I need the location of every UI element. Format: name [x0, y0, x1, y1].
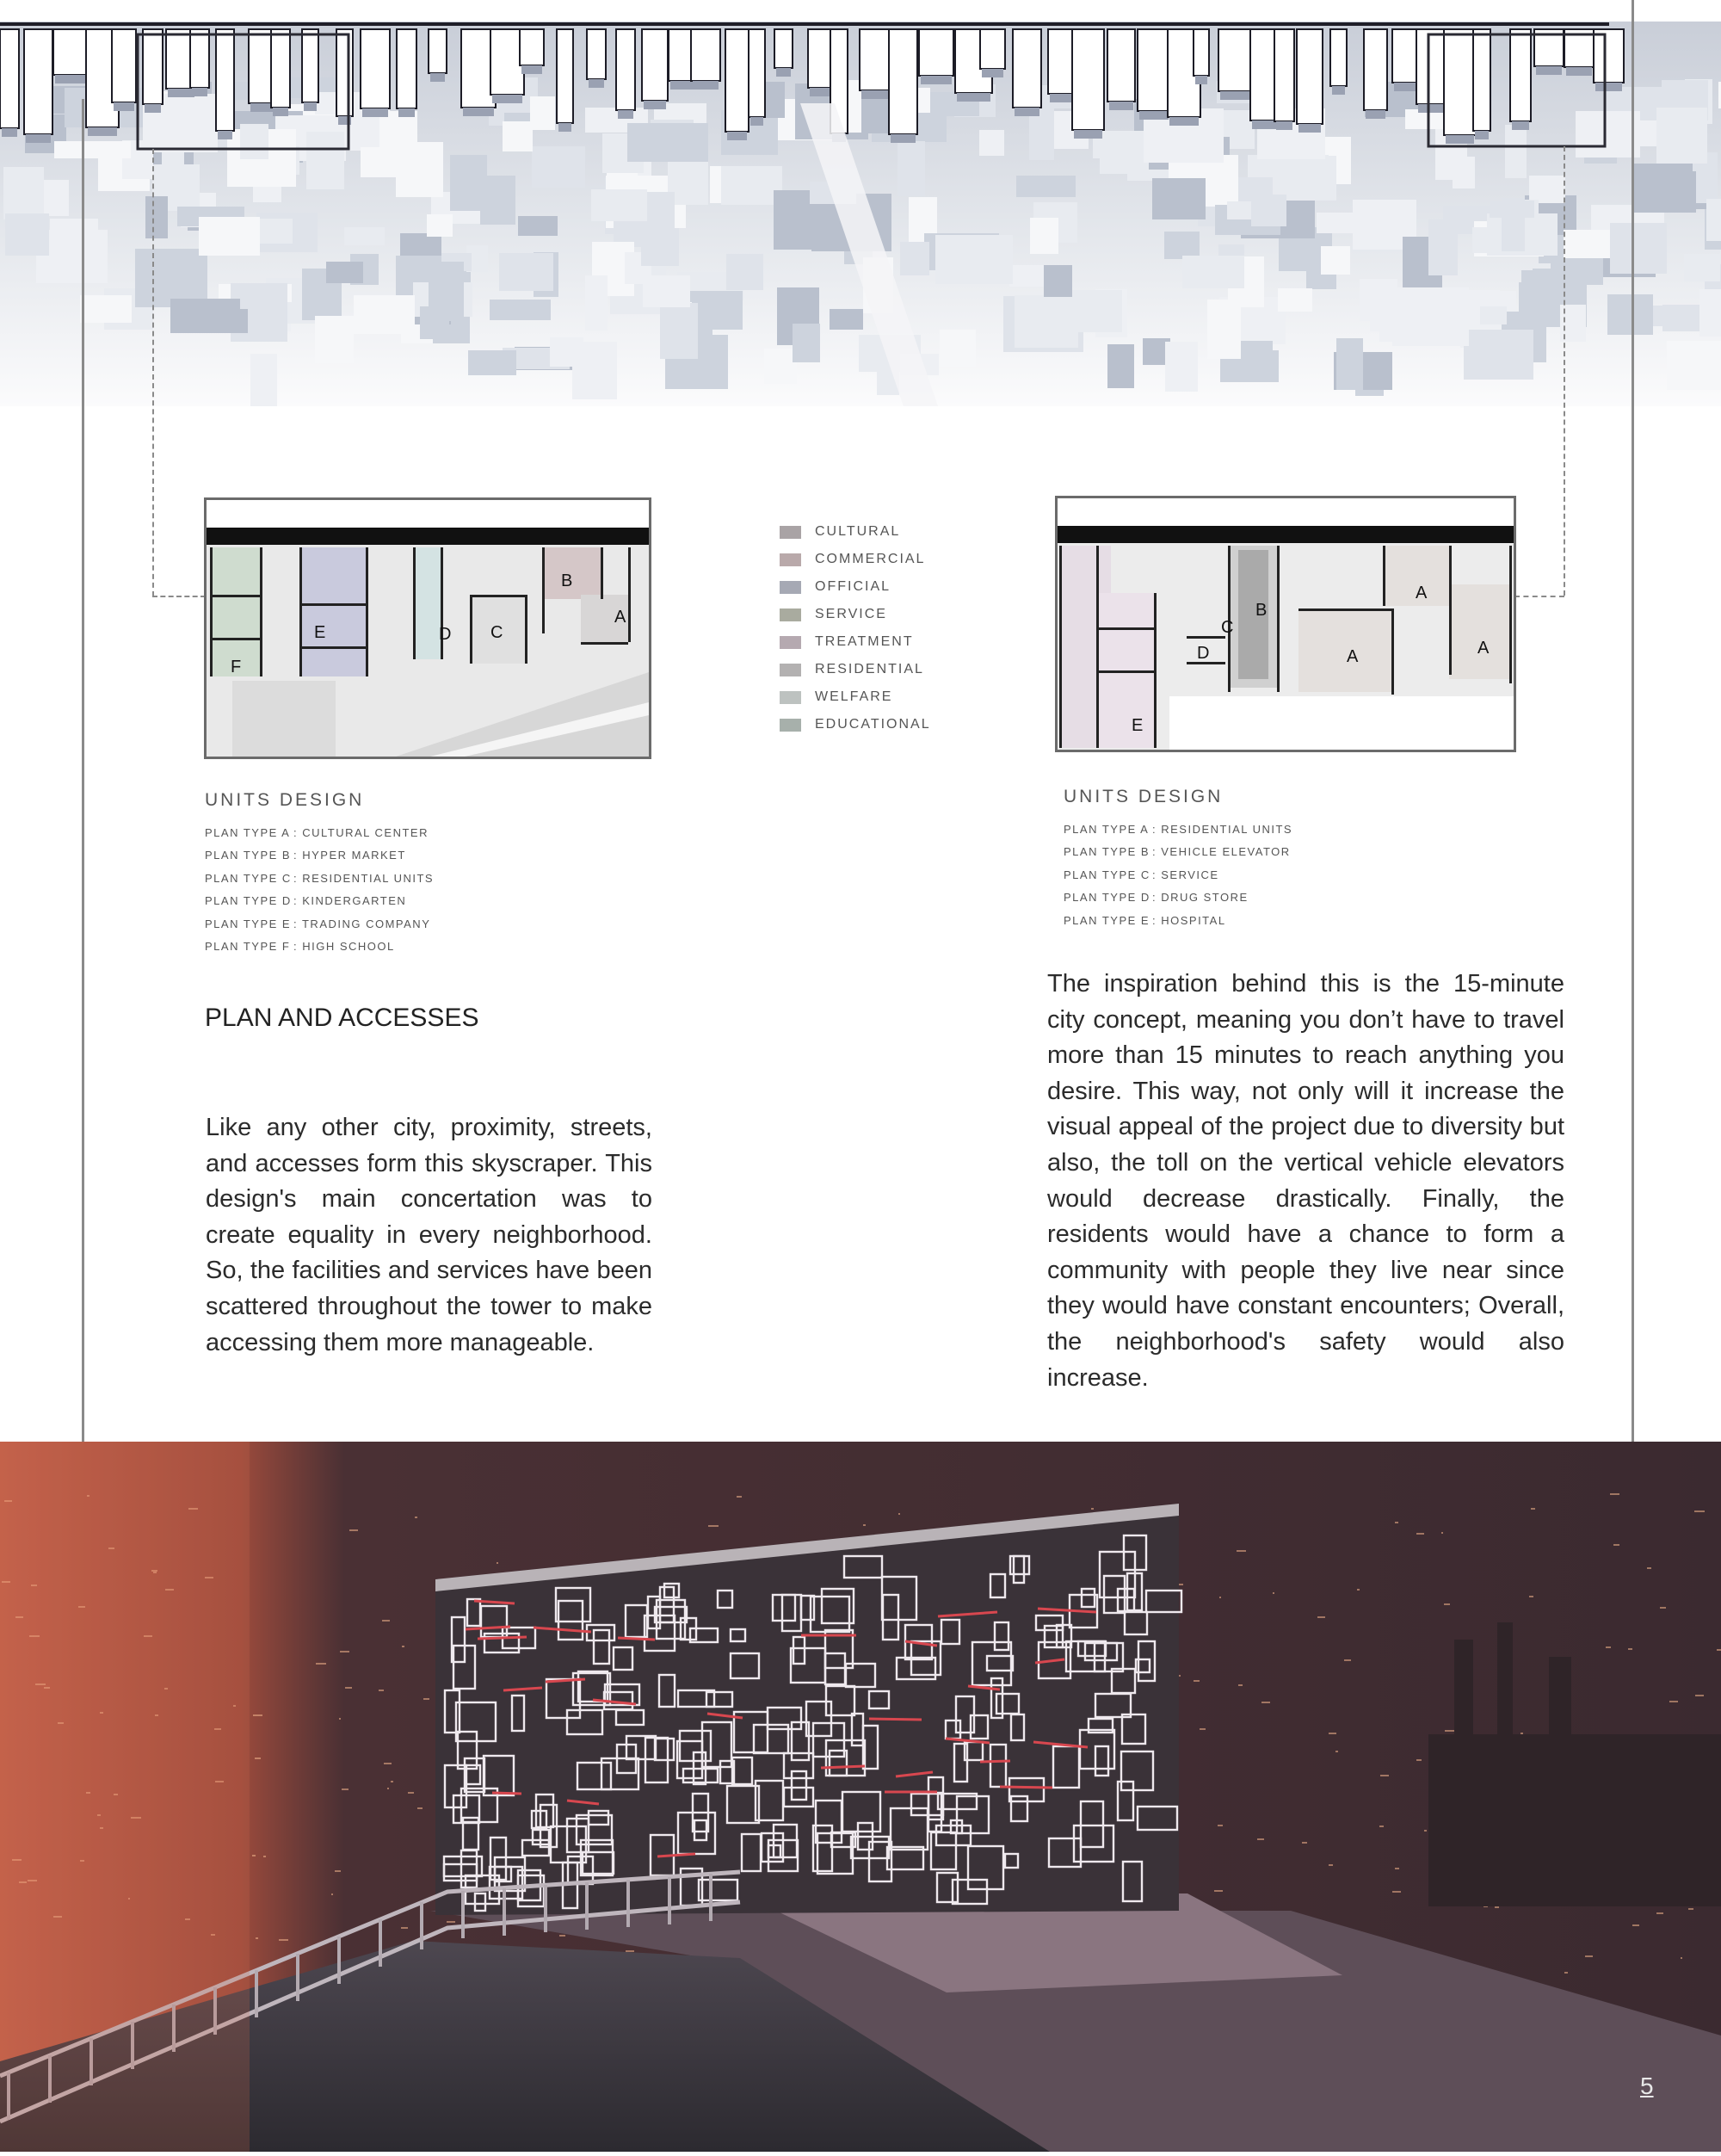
plan-type-label: PLAN TYPE A	[205, 825, 291, 839]
floor-plan-left-drawing	[207, 500, 649, 757]
floor-plan-right	[1055, 496, 1516, 752]
plan-type-value: : VEHICLE ELEVATOR	[1152, 845, 1291, 859]
legend-swatch	[780, 719, 801, 732]
connector-dashed-right	[1564, 146, 1565, 596]
plan-type-value: : TRADING COMPANY	[293, 917, 431, 930]
plan-type-label: PLAN TYPE B	[205, 849, 292, 862]
plan-label-e: E	[1132, 716, 1144, 735]
frame-line-left	[82, 99, 84, 1442]
plan-label-b: B	[561, 571, 573, 590]
floor-plan-right-drawing	[1058, 498, 1514, 750]
connector-dashed-left	[152, 149, 154, 596]
plan-type-value: : SERVICE	[1152, 868, 1219, 881]
legend-label: SERVICE	[815, 607, 887, 621]
plan-type-label: PLAN TYPE E	[205, 917, 292, 930]
plan-type-label: PLAN TYPE D	[1064, 891, 1150, 905]
frame-line-right	[1632, 0, 1634, 1442]
night-render-image	[0, 1442, 1721, 2152]
legend-label: CULTURAL	[815, 524, 901, 539]
legend-item-service	[780, 601, 969, 628]
plan-label-c: C	[490, 623, 503, 642]
plan-type-label: PLAN TYPE F	[205, 940, 291, 954]
units-design-right	[1064, 787, 1292, 932]
legend-label: WELFARE	[815, 689, 893, 704]
units-row	[1064, 841, 1292, 864]
paragraph-right: The inspiration behind this is the 15-minute city concept, meaning you don’t have to travel more than 15 minutes to reach anything you desire. This way, not only will it increase the visual appeal of the project due to diversity but also, the toll on the vertical vehicle elevators would decrease drastically. Finally, the residents would have a chance to form a community with people they live near since they would have constant encounters; Overall, the neighborhood's safety would also increase.	[1047, 970, 1564, 1392]
legend-item-commercial	[780, 546, 969, 573]
plan-type-label: PLAN TYPE C	[205, 871, 292, 885]
legend-item-welfare	[780, 683, 969, 711]
legend-label: EDUCATIONAL	[815, 717, 931, 732]
plan-label-a: A	[614, 608, 626, 627]
plan-type-value: : DRUG STORE	[1152, 891, 1249, 905]
legend-swatch	[780, 636, 801, 649]
units-row	[1064, 818, 1292, 841]
plan-label-a-3: A	[1477, 639, 1490, 658]
legend-swatch	[780, 581, 801, 594]
plan-type-value: : RESIDENTIAL UNITS	[293, 871, 435, 885]
units-design-left	[205, 790, 434, 958]
units-design-title: UNITS DESIGN	[1064, 787, 1224, 806]
units-row	[1064, 863, 1292, 886]
legend-label: OFFICIAL	[815, 579, 891, 594]
program-legend	[780, 518, 969, 738]
connector-dashed-right-h	[1514, 596, 1564, 597]
legend-swatch	[780, 691, 801, 704]
paragraph-left: Like any other city, proximity, streets, and accesses form this skyscraper. This design's main concertation was to create equality in every neighborhood. So, the facilities and services have been scattered throughout the tower to make accessing them more manageable.	[206, 1114, 652, 1356]
units-row	[205, 821, 434, 844]
legend-label: TREATMENT	[815, 634, 914, 649]
plan-type-label: PLAN TYPE C	[1064, 868, 1150, 881]
plan-type-value: : HOSPITAL	[1152, 913, 1226, 927]
units-row	[205, 936, 434, 959]
legend-item-treatment	[780, 628, 969, 656]
legend-swatch	[780, 553, 801, 566]
units-row	[1064, 909, 1292, 932]
plan-label-b: B	[1255, 601, 1268, 620]
plan-type-value: : CULTURAL CENTER	[293, 825, 429, 839]
legend-item-residential	[780, 656, 969, 683]
plan-label-c: C	[1221, 618, 1234, 637]
plan-label-e: E	[314, 623, 326, 642]
aerial-plan-drawing	[0, 0, 1721, 406]
units-row	[1064, 886, 1292, 910]
plan-type-value: : KINDERGARTEN	[293, 894, 407, 908]
legend-label: COMMERCIAL	[815, 552, 926, 566]
plan-label-a-2: A	[1347, 647, 1359, 666]
plan-type-value: : HIGH SCHOOL	[293, 940, 395, 954]
plan-label-d: D	[439, 625, 452, 644]
units-row	[205, 844, 434, 868]
legend-swatch	[780, 664, 801, 676]
plan-label-f: F	[231, 658, 242, 676]
legend-label: RESIDENTIAL	[815, 662, 924, 676]
legend-swatch	[780, 608, 801, 621]
units-row	[205, 890, 434, 913]
plan-type-label: PLAN TYPE E	[1064, 913, 1150, 927]
units-design-title: UNITS DESIGN	[205, 790, 365, 810]
aerial-plan-strip	[0, 0, 1721, 406]
plan-type-label: PLAN TYPE B	[1064, 845, 1150, 859]
units-row	[205, 912, 434, 936]
legend-item-official	[780, 573, 969, 601]
plan-type-value: : RESIDENTIAL UNITS	[1152, 822, 1293, 836]
plan-type-label: PLAN TYPE A	[1064, 822, 1150, 836]
connector-dashed-left-h	[152, 596, 206, 597]
units-row	[205, 867, 434, 890]
legend-item-educational	[780, 711, 969, 738]
plan-type-label: PLAN TYPE D	[205, 894, 292, 908]
legend-item-cultural	[780, 518, 969, 546]
floor-plan-left	[204, 497, 651, 759]
legend-swatch	[780, 526, 801, 539]
plan-label-a-1: A	[1416, 584, 1428, 602]
section-title: PLAN AND ACCESSES	[205, 1004, 479, 1032]
page-number: 5	[1640, 2073, 1654, 2099]
plan-label-d: D	[1197, 644, 1210, 663]
night-render-drawing	[0, 1442, 1721, 2152]
plan-type-value: : HYPER MARKET	[293, 849, 406, 862]
